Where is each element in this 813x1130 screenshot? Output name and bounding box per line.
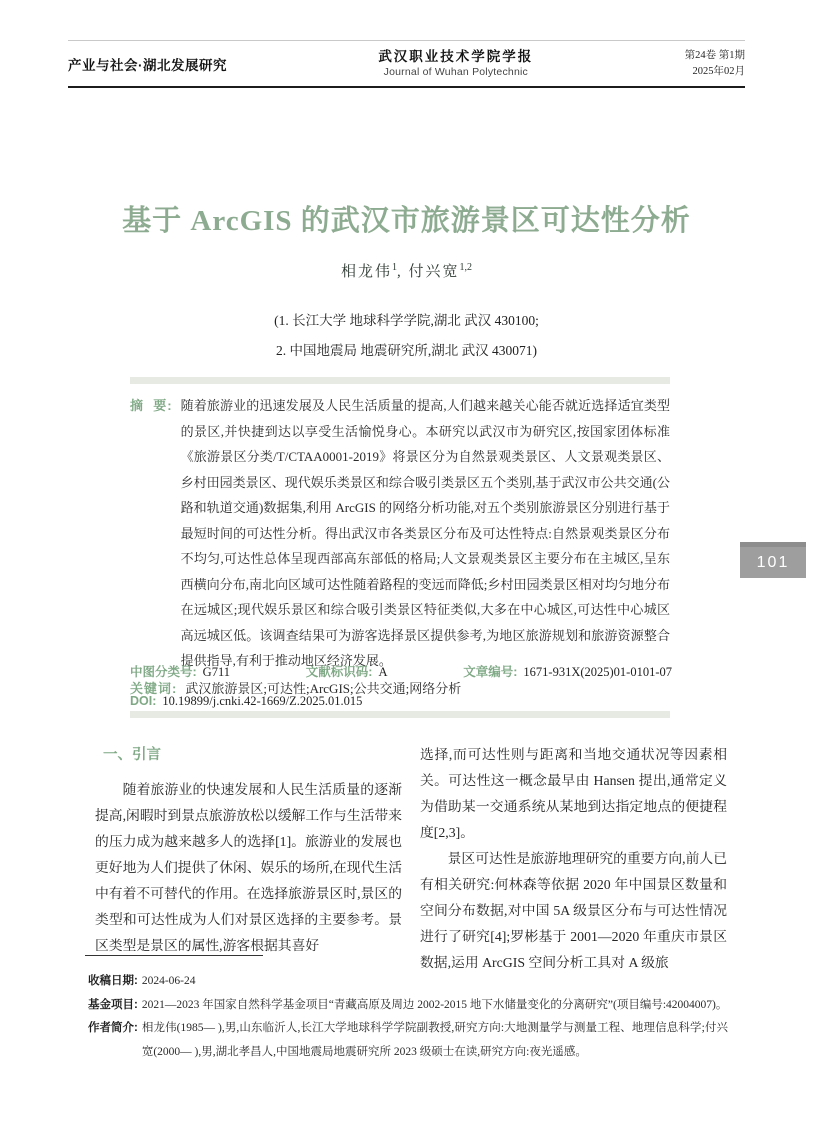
clc-label: 中图分类号:	[130, 665, 197, 679]
abstract-label: 摘 要:	[130, 398, 173, 413]
right-column	[420, 742, 727, 976]
footnote-rule	[85, 955, 263, 956]
body-columns	[95, 742, 728, 976]
abstract-divider-bottom	[130, 711, 670, 718]
author-sup-2: 1,2	[459, 262, 473, 273]
doc-code-label: 文献标识码:	[305, 665, 373, 679]
bio-label: 作者简介:	[88, 1022, 138, 1034]
bio-row	[88, 1017, 728, 1064]
received-row	[88, 970, 728, 994]
affiliation-line-1: (1. 长江大学 地球科学学院,湖北 武汉 430100;	[274, 313, 539, 328]
authors-separator: ,	[397, 264, 409, 280]
footnotes	[88, 970, 728, 1064]
body-paragraph-left: 随着旅游业的快速发展和人民生活质量的逐渐提高,闲暇时到景点旅游放松以缓解工作与生活带来的压力成为越来越多人的选择[1]。旅游业的发展也更好地为人们提供了休闲、娱乐的场所,在现代生活中有着不可替代的作用。在选择旅游景区时,景区的类型和可达性成为人们对景区选择的主要参考。景区类型是景区的属性,游客根据其喜好	[95, 782, 402, 953]
article-title: 基于 ArcGIS 的武汉市旅游景区可达性分析	[122, 205, 691, 237]
affiliations	[0, 306, 813, 366]
received-label: 收稿日期:	[88, 975, 138, 987]
author-name-1: 相龙伟	[340, 264, 392, 280]
fund-row	[88, 994, 728, 1018]
body-paragraph-right-2: 景区可达性是旅游地理研究的重要方向,前人已有相关研究:何林森等依据 2020 年中国景区数量和空间分布数据,对中国 5A 级景区分布与可达性情况进行了研究[4];罗彬基于 2001—2020 年重庆市景区数据,运用 ArcGIS 空间分析工具对 A 级旅	[420, 851, 727, 970]
issue-info	[685, 48, 745, 80]
doc-code-item	[306, 662, 388, 680]
clc-value: G711	[202, 665, 230, 679]
issue-date: 2025年02月	[692, 65, 745, 77]
page-header	[68, 40, 745, 88]
article-id-value: 1671-931X(2025)01-0101-07	[523, 665, 672, 679]
fund-label: 基金项目:	[88, 998, 138, 1011]
doc-code-value: A	[378, 665, 388, 679]
doi-row	[130, 694, 362, 709]
classification-row	[130, 662, 672, 680]
authors-line	[0, 260, 813, 281]
article-id-label: 文章编号:	[463, 665, 518, 679]
left-column	[95, 742, 402, 976]
fund-value: 2021—2023 年国家自然科学基金项目“青藏高原及周边 2002-2015 地下水储量变化的分离研究”(项目编号:42004007)。	[141, 998, 728, 1011]
abstract-row	[130, 393, 670, 674]
keywords-text: 武汉旅游景区;可达性;ArcGIS;公共交通;网络分析	[185, 680, 462, 696]
page-number-badge	[740, 542, 806, 578]
doi-value: 10.19899/j.cnki.42-1669/Z.2025.01.015	[162, 694, 363, 708]
clc-item	[130, 662, 230, 680]
author-sup-1: 1	[392, 262, 397, 273]
doi-label: DOI:	[130, 694, 157, 708]
keywords-label: 关键词:	[130, 680, 178, 696]
abstract-divider-top	[130, 377, 670, 384]
received-value: 2024-06-24	[141, 975, 196, 987]
article-id-item	[463, 662, 672, 680]
header-section-label: 产业与社会·湖北发展研究	[68, 57, 227, 73]
affiliation-line-2: 2. 中国地震局 地震研究所,湖北 武汉 430071)	[276, 343, 537, 358]
section-heading-introduction: 一、引言	[103, 747, 161, 763]
abstract-text: 随着旅游业的迅速发展及人民生活质量的提高,人们越来越关心能否就近选择适宜类型的景区,并快捷到达以享受生活愉悦身心。本研究以武汉市为研究区,按国家团体标准《旅游景区分类/T/CTAA0001-2019》将景区分为自然景观类景区、人文景观类景区、乡村田园类景区、现代娱乐类景区和综合吸引类景区五个类别,基于武汉市公共交通(公路和轨道交通)数据集,利用 ArcGIS 的网络分析功能,对五个类别旅游景区分别进行基于最短时间的可达性分析。得出武汉市各类景区分布及可达性特点:自然景观类景区分布不均匀,可达性总体呈现西部高东部低的格局;人文景观类景区主要分布在主城区,呈东西横向分布,南北向区域可达性随着路程的变远而降低;乡村田园类景区相对均匀地分布在远城区;现代娱乐景区和综合吸引类景区特征类似,大多在中心城区,可达性中心城区高远城区低。该调查结果可为游客选择景区提供参考,为地区旅游规划和旅游资源整合提供指导,有利于推动地区经济发展。	[180, 398, 670, 668]
body-paragraph-right-1: 选择,而可达性则与距离和当地交通状况等因素相关。可达性这一概念最早由 Hansen 提出,通常定义为借助某一交通系统从某地到达指定地点的便捷程度[2,3]。	[420, 747, 727, 840]
author-name-2: 付兴宽	[408, 264, 460, 280]
volume-issue: 第24卷 第1期	[684, 50, 745, 61]
journal-title-cn: 武汉职业技术学院学报	[378, 48, 534, 64]
journal-title-en: Journal of Wuhan Polytechnic	[383, 65, 528, 78]
journal-title-block	[378, 49, 533, 79]
page-number: 101	[740, 547, 806, 578]
bio-value: 相龙伟(1985— ),男,山东临沂人,长江大学地球科学学院副教授,研究方向:大地测量学与测量工程、地理信息科学;付兴宽(2000— ),男,湖北孝昌人,中国地震局地震研究所 2023 级硕士在读,研究方向:夜光遥感。	[141, 1022, 728, 1058]
